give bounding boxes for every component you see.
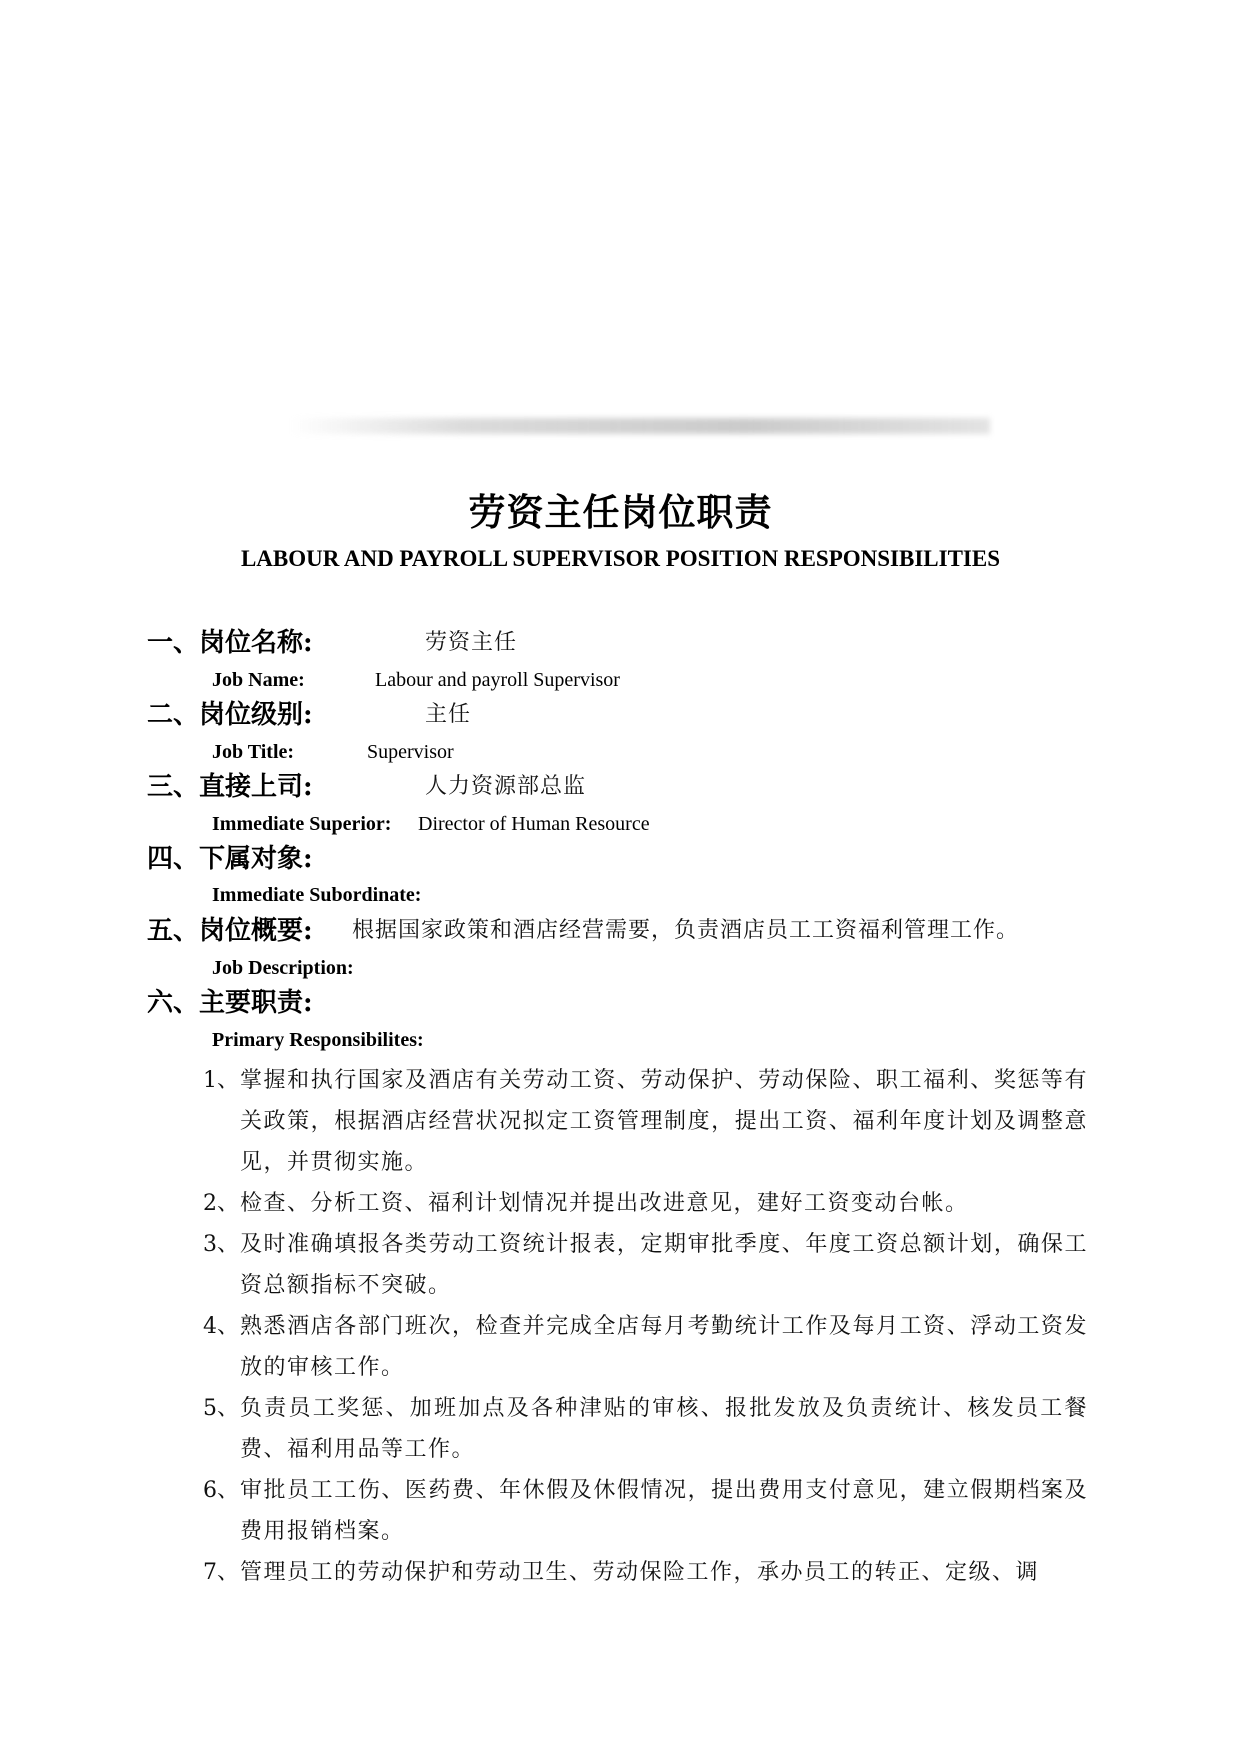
list-item-number: 3、 <box>203 1232 239 1257</box>
list-item-text: 负责员工奖惩、加班加点及各种津贴的审核、报批发放及负责统计、核发员工餐费、福利用品等工作。 <box>240 1396 1088 1462</box>
list-item-text: 检查、分析工资、福利计划情况并提出改进意见，建好工资变动台帐。 <box>240 1191 969 1216</box>
page-title-chinese: 劳资主任岗位职责 <box>468 490 773 534</box>
list-item <box>203 1306 1088 1388</box>
list-item-text: 管理员工的劳动保护和劳动卫生、劳动保险工作，承办员工的转正、定级、调 <box>240 1560 1040 1585</box>
header-shadow-divider <box>290 418 990 434</box>
list-item-number: 7、 <box>203 1560 239 1585</box>
section-duties-en-label: Primary Responsibilites: <box>212 1029 424 1051</box>
list-item-number: 2、 <box>203 1191 239 1216</box>
list-item-text: 掌握和执行国家及酒店有关劳动工资、劳动保护、劳动保险、职工福利、奖惩等有关政策，根据酒店经营状况拟定工资管理制度，提出工资、福利年度计划及调整意见，并贯彻实施。 <box>240 1068 1088 1175</box>
list-item <box>203 1470 1088 1552</box>
section-job-name-heading: 一、岗位名称: <box>147 628 313 658</box>
list-item-number: 6、 <box>203 1478 239 1503</box>
list-item <box>203 1224 1088 1306</box>
section-superior-en-value: Director of Human Resource <box>418 813 650 835</box>
section-job-name-en-value: Labour and payroll Supervisor <box>375 669 620 691</box>
list-item-text: 熟悉酒店各部门班次，检查并完成全店每月考勤统计工作及每月工资、浮动工资发放的审核工作。 <box>240 1314 1088 1380</box>
list-item-number: 1、 <box>203 1068 239 1093</box>
section-description-en-label: Job Description: <box>212 957 354 979</box>
page-title-english: LABOUR AND PAYROLL SUPERVISOR POSITION RESPONSIBILITIES <box>240 546 1001 571</box>
section-duties-heading: 六、主要职责: <box>147 988 313 1018</box>
section-job-name-en-label: Job Name: <box>212 669 305 691</box>
section-job-level-heading: 二、岗位级别: <box>147 700 313 730</box>
section-subordinate-heading: 四、下属对象: <box>147 844 313 874</box>
list-item <box>203 1388 1088 1470</box>
list-item <box>203 1552 1088 1593</box>
section-job-title-en-value: Supervisor <box>367 741 454 763</box>
list-item-text: 审批员工工伤、医药费、年休假及休假情况，提出费用支付意见，建立假期档案及费用报销档案。 <box>240 1478 1088 1544</box>
section-superior-heading: 三、直接上司: <box>147 772 313 802</box>
list-item-number: 4、 <box>203 1314 239 1339</box>
list-item-number: 5、 <box>203 1396 239 1421</box>
section-job-level-value: 主任 <box>425 702 472 727</box>
list-item <box>203 1183 1088 1224</box>
section-job-name-value: 劳资主任 <box>425 630 518 655</box>
section-job-title-en-label: Job Title: <box>212 741 295 763</box>
list-item <box>203 1060 1088 1183</box>
section-superior-value: 人力资源部总监 <box>425 774 587 799</box>
duties-list <box>203 1060 1088 1593</box>
section-summary-value: 根据国家政策和酒店经营需要，负责酒店员工工资福利管理工作。 <box>352 918 1020 943</box>
section-superior-en-label: Immediate Superior: <box>212 813 392 835</box>
section-subordinate-en-label: Immediate Subordinate: <box>212 884 422 906</box>
section-summary-heading: 五、岗位概要: <box>147 916 313 946</box>
list-item-text: 及时准确填报各类劳动工资统计报表，定期审批季度、年度工资总额计划，确保工资总额指标不突破。 <box>240 1232 1088 1298</box>
